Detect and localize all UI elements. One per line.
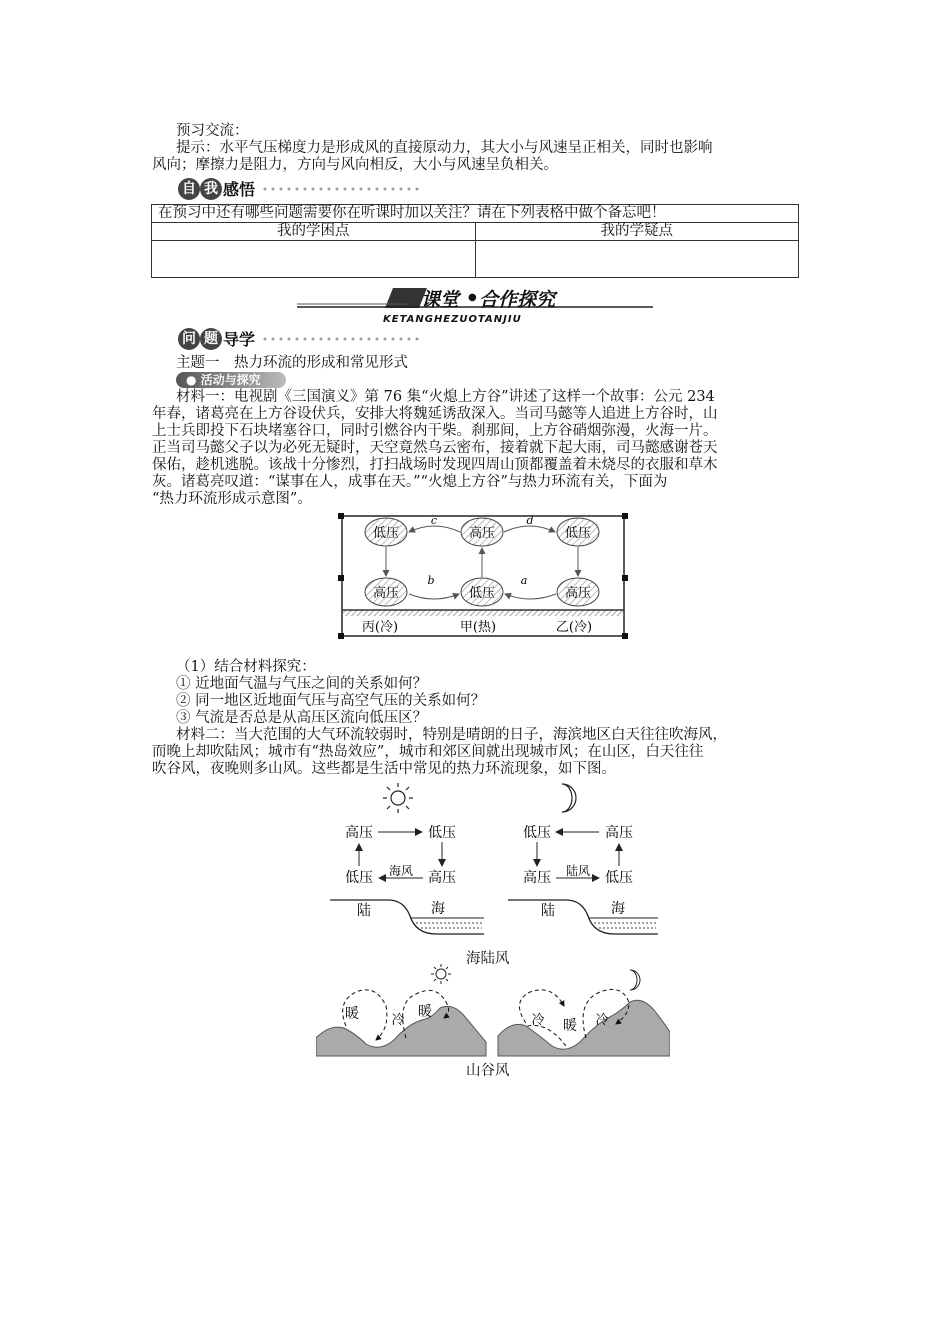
day-land-label: 陆 — [357, 903, 371, 919]
day-wind-label: 海风 — [388, 864, 414, 878]
badge-char-1: 问 — [178, 328, 200, 350]
day-top-right: 低压 — [428, 825, 456, 841]
memo-col-doubts: 我的学疑点 — [475, 223, 799, 241]
night-top-left: 低压 — [523, 825, 551, 841]
night-cold-left: 冷 — [531, 1013, 545, 1028]
label-d: d — [526, 514, 534, 527]
day-cold-valley: 冷 — [391, 1013, 405, 1028]
guide-header — [178, 327, 421, 350]
section-banner — [297, 287, 653, 309]
label-c: c — [430, 514, 438, 527]
day-bottom-left: 低压 — [345, 870, 373, 886]
preview-hint-line2: 风向；摩擦力是阻力，方向与风向相反，大小与风速呈负相关。 — [152, 157, 558, 173]
question-1: ① 近地面气温与气压之间的关系如何？ — [176, 676, 428, 692]
sun-icon — [431, 964, 451, 984]
preview-heading: 预习交流： — [176, 123, 249, 139]
day-sea-label: 海 — [431, 901, 445, 917]
ground-label-jia: 甲(热) — [459, 620, 497, 635]
bottom-center-label: 低压 — [468, 586, 496, 601]
question-3: ③ 气流是否总是从高压区流向低压区？ — [176, 710, 428, 726]
night-warm-valley: 暖 — [563, 1018, 577, 1034]
night-wind-label: 陆风 — [565, 864, 591, 878]
badge-char-2: 题 — [200, 328, 222, 350]
banner-title-1: 课堂 — [421, 289, 460, 311]
material2-line-3: 吹谷风，夜晚则多山风。这些都是生活中常见的热力环流现象，如下图。 — [152, 761, 616, 777]
night-bottom-left: 高压 — [523, 870, 551, 886]
sea-land-breeze-diagram — [326, 782, 666, 947]
banner-dot: ● — [468, 292, 477, 303]
night-cold-right: 冷 — [595, 1013, 609, 1028]
material1-line-3: 上士兵即投下石块堵塞谷口，同时引燃谷内干柴。刹那间，上方谷硝烟弥漫，火海一片。 — [152, 423, 718, 439]
ground-label-bing: 丙(冷) — [361, 620, 399, 635]
thermal-circulation-diagram — [336, 512, 630, 644]
dotted-rule — [261, 187, 421, 191]
self-reflect-header — [178, 177, 421, 200]
day-bottom-right: 高压 — [428, 870, 456, 886]
material1-line-2: 年春，诸葛亮在上方谷设伏兵，安排大将魏延诱敌深入。当司马懿等人追进上方谷时，山 — [152, 406, 718, 422]
bottom-right-label: 高压 — [564, 586, 592, 601]
moon-icon — [630, 970, 640, 990]
mountain-valley-breeze-diagram — [316, 962, 670, 1058]
activity-chip-label: 活动与探究 — [200, 373, 261, 387]
top-center-label: 高压 — [468, 526, 496, 541]
sun-icon — [383, 783, 413, 813]
mountain-valley-caption: 山谷风 — [466, 1063, 510, 1079]
day-warm-left: 暖 — [345, 1006, 359, 1022]
material2-line-2: 而晚上却吹陆风；城市有“热岛效应”，城市和郊区间就出现城市风；在山区，白天往往 — [152, 744, 704, 760]
material1-line-6: 灰。诸葛亮叹道：“谋事在人，成事在天。”“火熄上方谷”与热力环流有关，下面为 — [152, 474, 668, 490]
ground-label-yi: 乙(冷) — [555, 620, 593, 635]
material1-line-5: 保佑，趁机逃脱。该战十分惨烈，打扫战场时发现四周山顶都覆盖着未烧尽的衣服和草木 — [152, 457, 718, 473]
memo-cell-difficulties[interactable] — [152, 241, 476, 278]
label-b: b — [427, 574, 435, 587]
memo-cell-doubts[interactable] — [475, 241, 799, 278]
memo-col-difficulties: 我的学困点 — [152, 223, 476, 241]
day-top-left: 高压 — [345, 825, 373, 841]
material1-line-4: 正当司马懿父子以为必死无疑时，天空竟然乌云密布，接着就下起大雨，司马懿感谢苍天 — [152, 440, 718, 456]
preview-hint-line1: 提示：水平气压梯度力是形成风的直接原动力，其大小与风速呈正相关，同时也影响 — [176, 140, 713, 156]
material1-line-1: 材料一：电视剧《三国演义》第 76 集“火熄上方谷”讲述了这样一个故事：公元 234 — [176, 389, 715, 405]
sea-land-caption: 海陆风 — [466, 951, 510, 967]
moon-icon — [562, 784, 576, 812]
bottom-left-label: 高压 — [372, 586, 400, 601]
material2-line-1: 材料二：当大范围的大气环流较弱时，特别是晴朗的日子，海滨地区白天往往吹海风， — [176, 727, 727, 743]
memo-table — [151, 204, 799, 278]
night-top-right: 高压 — [605, 825, 633, 841]
night-land-label: 陆 — [541, 903, 555, 919]
dotted-rule — [261, 337, 421, 341]
question-intro: （1）结合材料探究： — [176, 659, 316, 675]
night-bottom-right: 低压 — [605, 870, 633, 886]
material1-line-7: “热力环流形成示意图”。 — [152, 491, 312, 507]
guide-label: 导学 — [223, 330, 256, 349]
badge-char-2: 我 — [200, 178, 222, 200]
activity-chip: ● 活动与探究 — [176, 372, 286, 388]
badge-char-1: 自 — [178, 178, 200, 200]
top-right-label: 低压 — [564, 526, 592, 541]
day-warm-right: 暖 — [418, 1004, 432, 1020]
banner-title-2: 合作探究 — [479, 289, 556, 311]
memo-table-caption: 在预习中还有哪些问题需要你在听课时加以关注？请在下列表格中做个备忘吧！ — [152, 205, 799, 223]
banner-subtitle: KETANGHEZUOTANJIU — [383, 314, 522, 325]
question-2: ② 同一地区近地面气压与高空气压的关系如何？ — [176, 693, 486, 709]
night-sea-label: 海 — [611, 901, 625, 917]
self-reflect-label: 感悟 — [223, 180, 256, 199]
label-a: a — [520, 574, 528, 587]
top-left-label: 低压 — [372, 526, 400, 541]
topic-title: 主题一 热力环流的形成和常见形式 — [176, 355, 408, 371]
